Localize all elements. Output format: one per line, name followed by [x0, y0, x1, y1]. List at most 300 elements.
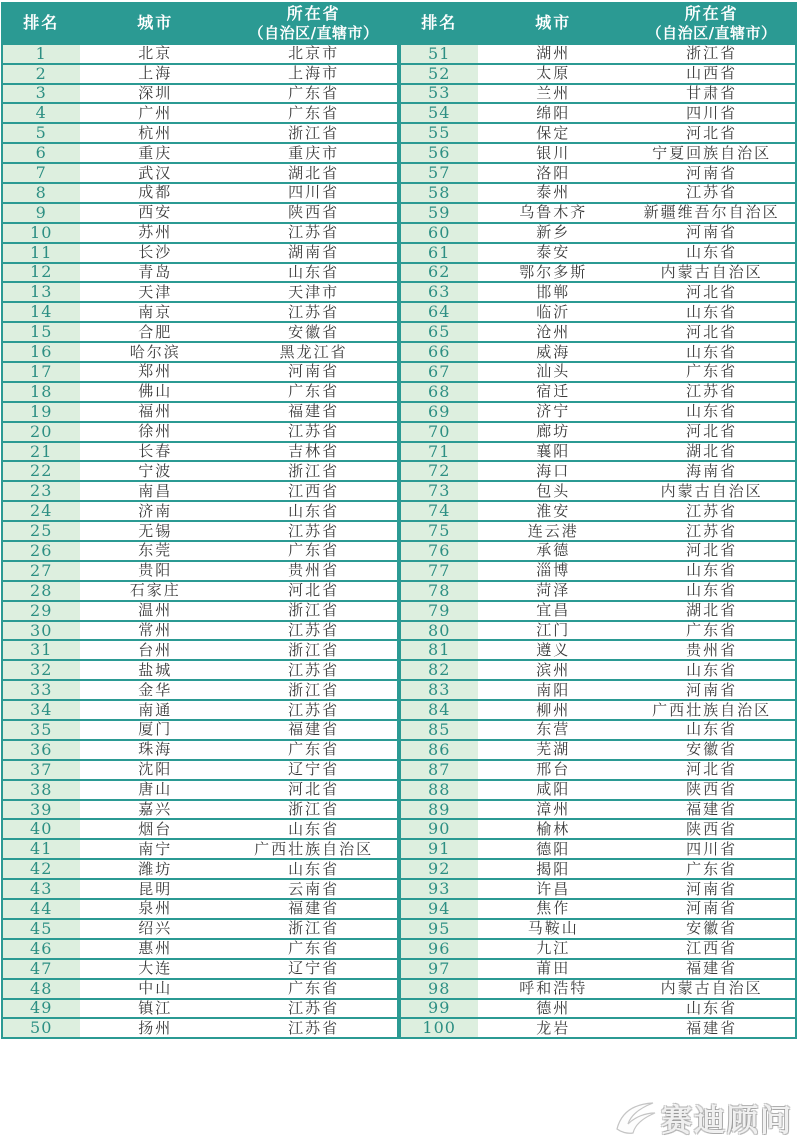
- rank-value: 88: [400, 780, 478, 800]
- table-row: [400, 660, 796, 680]
- rank-value: 61: [400, 243, 478, 263]
- province-name: 河北省: [629, 541, 796, 561]
- table-row: [2, 720, 398, 740]
- rank-value: 21: [2, 442, 80, 462]
- rank-value: 15: [2, 322, 80, 342]
- rank-value: 45: [2, 919, 80, 939]
- rank-value: 80: [400, 621, 478, 641]
- table-row: [2, 581, 398, 601]
- rank-value: 3: [2, 84, 80, 104]
- rank-value: 50: [2, 1018, 80, 1038]
- province-name: 河北省: [629, 760, 796, 780]
- rank-value: 11: [2, 243, 80, 263]
- table-row: [400, 203, 796, 223]
- city-name: 沈阳: [80, 760, 231, 780]
- city-name: 青岛: [80, 263, 231, 283]
- table-row: [400, 143, 796, 163]
- table-row: [2, 143, 398, 163]
- city-name: 大连: [80, 959, 231, 979]
- rank-value: 28: [2, 581, 80, 601]
- rank-value: 98: [400, 979, 478, 999]
- table-row: [2, 800, 398, 820]
- province-name: 江苏省: [629, 183, 796, 203]
- city-name: 东莞: [80, 541, 231, 561]
- province-name: 山东省: [629, 720, 796, 740]
- city-name: 金华: [80, 680, 231, 700]
- rank-value: 60: [400, 223, 478, 243]
- rank-value: 9: [2, 203, 80, 223]
- table-row: [2, 461, 398, 481]
- rank-value: 26: [2, 541, 80, 561]
- table-row: [400, 561, 796, 581]
- rank-value: 68: [400, 382, 478, 402]
- table-row: [400, 819, 796, 839]
- table-row: [400, 123, 796, 143]
- city-name: 承德: [478, 541, 629, 561]
- province-name: 江苏省: [629, 501, 796, 521]
- province-name: 浙江省: [231, 461, 398, 481]
- province-name: 山东省: [629, 402, 796, 422]
- province-name: 山东省: [629, 999, 796, 1019]
- province-name: 贵州省: [231, 561, 398, 581]
- city-name: 呼和浩特: [478, 979, 629, 999]
- province-name: 福建省: [231, 720, 398, 740]
- province-name: 河南省: [629, 879, 796, 899]
- province-name: 江苏省: [231, 223, 398, 243]
- table-row: [2, 123, 398, 143]
- rank-value: 29: [2, 601, 80, 621]
- city-name: 德州: [478, 999, 629, 1019]
- province-name: 山东省: [629, 581, 796, 601]
- rank-value: 4: [2, 103, 80, 123]
- city-name: 潍坊: [80, 859, 231, 879]
- city-name: 深圳: [80, 84, 231, 104]
- ranking-tables: [0, 2, 797, 1039]
- table-row: [400, 382, 796, 402]
- province-name: 广东省: [231, 939, 398, 959]
- rank-value: 86: [400, 740, 478, 760]
- table-row: [2, 382, 398, 402]
- province-name: 湖南省: [231, 243, 398, 263]
- province-name: 安徽省: [629, 919, 796, 939]
- province-name: 广东省: [629, 621, 796, 641]
- rank-value: 5: [2, 123, 80, 143]
- rank-value: 27: [2, 561, 80, 581]
- province-name: 内蒙古自治区: [629, 263, 796, 283]
- city-name: 南宁: [80, 839, 231, 859]
- rank-value: 70: [400, 422, 478, 442]
- province-name: 湖北省: [629, 442, 796, 462]
- rank-value: 71: [400, 442, 478, 462]
- city-name: 新乡: [478, 223, 629, 243]
- rank-value: 40: [2, 819, 80, 839]
- province-name: 辽宁省: [231, 959, 398, 979]
- city-name: 汕头: [478, 362, 629, 382]
- table-row: [2, 601, 398, 621]
- province-name: 江苏省: [231, 660, 398, 680]
- city-name: 焦作: [478, 899, 629, 919]
- table-row: [2, 243, 398, 263]
- province-name: 山东省: [231, 859, 398, 879]
- rank-value: 72: [400, 461, 478, 481]
- table-row: [2, 44, 398, 64]
- city-name: 南昌: [80, 481, 231, 501]
- rank-value: 48: [2, 979, 80, 999]
- table-row: [400, 999, 796, 1019]
- city-name: 长春: [80, 442, 231, 462]
- city-name: 南通: [80, 700, 231, 720]
- table-row: [2, 203, 398, 223]
- table-row: [2, 700, 398, 720]
- rank-value: 62: [400, 263, 478, 283]
- table-row: [400, 979, 796, 999]
- table-row: [400, 939, 796, 959]
- province-name: 江苏省: [629, 382, 796, 402]
- rank-value: 97: [400, 959, 478, 979]
- city-name: 滨州: [478, 660, 629, 680]
- province-name: 江苏省: [231, 521, 398, 541]
- rank-value: 16: [2, 342, 80, 362]
- rank-value: 13: [2, 282, 80, 302]
- city-name: 邯郸: [478, 282, 629, 302]
- rank-value: 65: [400, 322, 478, 342]
- province-name: 山西省: [629, 64, 796, 84]
- city-name: 杭州: [80, 123, 231, 143]
- rank-value: 90: [400, 819, 478, 839]
- table-row: [2, 84, 398, 104]
- ranking-table-left: [1, 2, 399, 1039]
- rank-value: 81: [400, 640, 478, 660]
- province-header-line1: 所在省: [684, 4, 739, 23]
- table-row: [400, 680, 796, 700]
- province-name: 河北省: [231, 581, 398, 601]
- city-name: 海口: [478, 461, 629, 481]
- rank-value: 8: [2, 183, 80, 203]
- province-name: 内蒙古自治区: [629, 481, 796, 501]
- rank-value: 84: [400, 700, 478, 720]
- table-row: [400, 581, 796, 601]
- table-row: [2, 1018, 398, 1038]
- city-name: 淄博: [478, 561, 629, 581]
- province-name: 重庆市: [231, 143, 398, 163]
- city-name: 唐山: [80, 780, 231, 800]
- province-name: 河北省: [629, 123, 796, 143]
- city-column-header: 城市: [80, 3, 231, 44]
- province-column-header: [629, 3, 796, 44]
- rank-value: 89: [400, 800, 478, 820]
- rank-value: 76: [400, 541, 478, 561]
- table-row: [400, 1018, 796, 1038]
- city-name: 连云港: [478, 521, 629, 541]
- city-name: 温州: [80, 601, 231, 621]
- table-row: [2, 163, 398, 183]
- table-row: [400, 640, 796, 660]
- province-name: 福建省: [629, 800, 796, 820]
- city-name: 福州: [80, 402, 231, 422]
- rank-value: 64: [400, 302, 478, 322]
- province-name: 河北省: [629, 422, 796, 442]
- city-name: 德阳: [478, 839, 629, 859]
- province-name: 北京市: [231, 44, 398, 64]
- city-name: 佛山: [80, 382, 231, 402]
- table-row: [400, 700, 796, 720]
- city-name: 绍兴: [80, 919, 231, 939]
- city-name: 菏泽: [478, 581, 629, 601]
- city-name: 柳州: [478, 700, 629, 720]
- rank-value: 78: [400, 581, 478, 601]
- province-name: 山东省: [629, 660, 796, 680]
- province-header-line2: （自治区/直辖市）: [646, 24, 777, 42]
- province-name: 江苏省: [231, 700, 398, 720]
- table-row: [400, 263, 796, 283]
- rank-column-header: 排名: [2, 3, 80, 44]
- city-name: 太原: [478, 64, 629, 84]
- rank-value: 42: [2, 859, 80, 879]
- city-name: 徐州: [80, 422, 231, 442]
- table-row: [2, 481, 398, 501]
- city-column-header: 城市: [478, 3, 629, 44]
- watermark-text: 赛迪顾问: [661, 1103, 793, 1139]
- swoosh-logo-icon: [613, 1099, 659, 1137]
- city-name: 昆明: [80, 879, 231, 899]
- province-name: 辽宁省: [231, 760, 398, 780]
- province-name: 广东省: [629, 859, 796, 879]
- province-name: 福建省: [231, 899, 398, 919]
- rank-value: 10: [2, 223, 80, 243]
- table-row: [2, 819, 398, 839]
- rank-value: 95: [400, 919, 478, 939]
- province-name: 陕西省: [629, 780, 796, 800]
- province-name: 浙江省: [231, 919, 398, 939]
- city-name: 常州: [80, 621, 231, 641]
- city-name: 绵阳: [478, 103, 629, 123]
- table-row: [400, 601, 796, 621]
- rank-value: 55: [400, 123, 478, 143]
- city-name: 嘉兴: [80, 800, 231, 820]
- rank-value: 56: [400, 143, 478, 163]
- city-name: 重庆: [80, 143, 231, 163]
- province-name: 湖北省: [231, 163, 398, 183]
- city-name: 包头: [478, 481, 629, 501]
- city-name: 遵义: [478, 640, 629, 660]
- province-name: 甘肃省: [629, 84, 796, 104]
- table-row: [2, 322, 398, 342]
- rank-value: 12: [2, 263, 80, 283]
- province-name: 天津市: [231, 282, 398, 302]
- header-row: [400, 3, 796, 44]
- city-name: 乌鲁木齐: [478, 203, 629, 223]
- city-name: 榆林: [478, 819, 629, 839]
- province-name: 山东省: [629, 561, 796, 581]
- table-row: [400, 422, 796, 442]
- province-header-line1: 所在省: [286, 4, 341, 23]
- province-name: 山东省: [231, 501, 398, 521]
- rank-value: 35: [2, 720, 80, 740]
- table-row: [2, 839, 398, 859]
- city-name: 成都: [80, 183, 231, 203]
- rank-value: 92: [400, 859, 478, 879]
- rank-value: 87: [400, 760, 478, 780]
- province-name: 山东省: [231, 819, 398, 839]
- rank-value: 96: [400, 939, 478, 959]
- province-name: 河南省: [629, 223, 796, 243]
- province-name: 黑龙江省: [231, 342, 398, 362]
- province-name: 四川省: [629, 839, 796, 859]
- city-name: 贵阳: [80, 561, 231, 581]
- city-name: 中山: [80, 979, 231, 999]
- table-row: [2, 621, 398, 641]
- table-row: [2, 919, 398, 939]
- table-row: [2, 879, 398, 899]
- table-row: [2, 521, 398, 541]
- rank-value: 53: [400, 84, 478, 104]
- city-name: 台州: [80, 640, 231, 660]
- city-name: 宜昌: [478, 601, 629, 621]
- rank-value: 18: [2, 382, 80, 402]
- city-name: 上海: [80, 64, 231, 84]
- table-row: [400, 402, 796, 422]
- table-row: [400, 859, 796, 879]
- province-name: 浙江省: [231, 601, 398, 621]
- province-name: 安徽省: [629, 740, 796, 760]
- province-name: 河北省: [231, 780, 398, 800]
- province-name: 宁夏回族自治区: [629, 143, 796, 163]
- province-name: 浙江省: [231, 800, 398, 820]
- city-name: 泉州: [80, 899, 231, 919]
- table-row: [2, 302, 398, 322]
- table-row: [400, 44, 796, 64]
- province-name: 河南省: [629, 163, 796, 183]
- rank-value: 79: [400, 601, 478, 621]
- table-row: [2, 959, 398, 979]
- table-row: [400, 183, 796, 203]
- table-row: [400, 84, 796, 104]
- province-name: 福建省: [629, 959, 796, 979]
- rank-value: 54: [400, 103, 478, 123]
- city-name: 天津: [80, 282, 231, 302]
- rank-value: 82: [400, 660, 478, 680]
- city-name: 鄂尔多斯: [478, 263, 629, 283]
- rank-value: 2: [2, 64, 80, 84]
- table-row: [400, 621, 796, 641]
- table-row: [400, 481, 796, 501]
- city-name: 兰州: [478, 84, 629, 104]
- table-row: [2, 402, 398, 422]
- rank-value: 75: [400, 521, 478, 541]
- rank-value: 19: [2, 402, 80, 422]
- table-row: [2, 999, 398, 1019]
- table-row: [400, 521, 796, 541]
- table-row: [400, 223, 796, 243]
- province-name: 山东省: [629, 342, 796, 362]
- table-row: [400, 103, 796, 123]
- table-row: [2, 64, 398, 84]
- table-row: [2, 979, 398, 999]
- city-name: 沧州: [478, 322, 629, 342]
- rank-value: 38: [2, 780, 80, 800]
- city-name: 江门: [478, 621, 629, 641]
- province-name: 广东省: [231, 382, 398, 402]
- province-name: 广东省: [231, 84, 398, 104]
- city-name: 邢台: [478, 760, 629, 780]
- city-name: 咸阳: [478, 780, 629, 800]
- province-name: 江苏省: [231, 999, 398, 1019]
- table-row: [2, 541, 398, 561]
- table-row: [2, 899, 398, 919]
- rank-value: 25: [2, 521, 80, 541]
- table-row: [2, 282, 398, 302]
- province-name: 江苏省: [231, 422, 398, 442]
- rank-value: 59: [400, 203, 478, 223]
- province-name: 四川省: [231, 183, 398, 203]
- province-name: 河南省: [629, 899, 796, 919]
- table-row: [400, 780, 796, 800]
- rank-value: 93: [400, 879, 478, 899]
- table-row: [400, 919, 796, 939]
- city-name: 扬州: [80, 1018, 231, 1038]
- table-row: [400, 541, 796, 561]
- table-row: [400, 959, 796, 979]
- province-name: 陕西省: [231, 203, 398, 223]
- rank-value: 94: [400, 899, 478, 919]
- rank-value: 43: [2, 879, 80, 899]
- rank-value: 30: [2, 621, 80, 641]
- city-name: 珠海: [80, 740, 231, 760]
- city-name: 南阳: [478, 680, 629, 700]
- rank-value: 7: [2, 163, 80, 183]
- city-name: 揭阳: [478, 859, 629, 879]
- city-name: 东营: [478, 720, 629, 740]
- rank-value: 91: [400, 839, 478, 859]
- city-name: 马鞍山: [478, 919, 629, 939]
- table-row: [400, 243, 796, 263]
- rank-value: 14: [2, 302, 80, 322]
- table-row: [400, 442, 796, 462]
- city-name: 芜湖: [478, 740, 629, 760]
- rank-value: 33: [2, 680, 80, 700]
- city-name: 九江: [478, 939, 629, 959]
- rank-value: 74: [400, 501, 478, 521]
- province-name: 河南省: [629, 680, 796, 700]
- rank-value: 37: [2, 760, 80, 780]
- province-name: 江苏省: [231, 621, 398, 641]
- city-name: 烟台: [80, 819, 231, 839]
- rank-value: 52: [400, 64, 478, 84]
- rank-value: 20: [2, 422, 80, 442]
- city-name: 宿迁: [478, 382, 629, 402]
- rank-value: 69: [400, 402, 478, 422]
- rank-value: 44: [2, 899, 80, 919]
- province-name: 广西壮族自治区: [231, 839, 398, 859]
- ranking-table-right: [399, 2, 797, 1039]
- province-name: 广东省: [231, 740, 398, 760]
- table-row: [400, 740, 796, 760]
- province-name: 江苏省: [231, 1018, 398, 1038]
- city-name: 漳州: [478, 800, 629, 820]
- table-row: [2, 859, 398, 879]
- rank-value: 22: [2, 461, 80, 481]
- rank-value: 24: [2, 501, 80, 521]
- table-row: [2, 263, 398, 283]
- city-name: 银川: [478, 143, 629, 163]
- city-name: 哈尔滨: [80, 342, 231, 362]
- header-row: [2, 3, 398, 44]
- city-name: 临沂: [478, 302, 629, 322]
- table-row: [400, 879, 796, 899]
- rank-value: 46: [2, 939, 80, 959]
- city-name: 济宁: [478, 402, 629, 422]
- rank-value: 6: [2, 143, 80, 163]
